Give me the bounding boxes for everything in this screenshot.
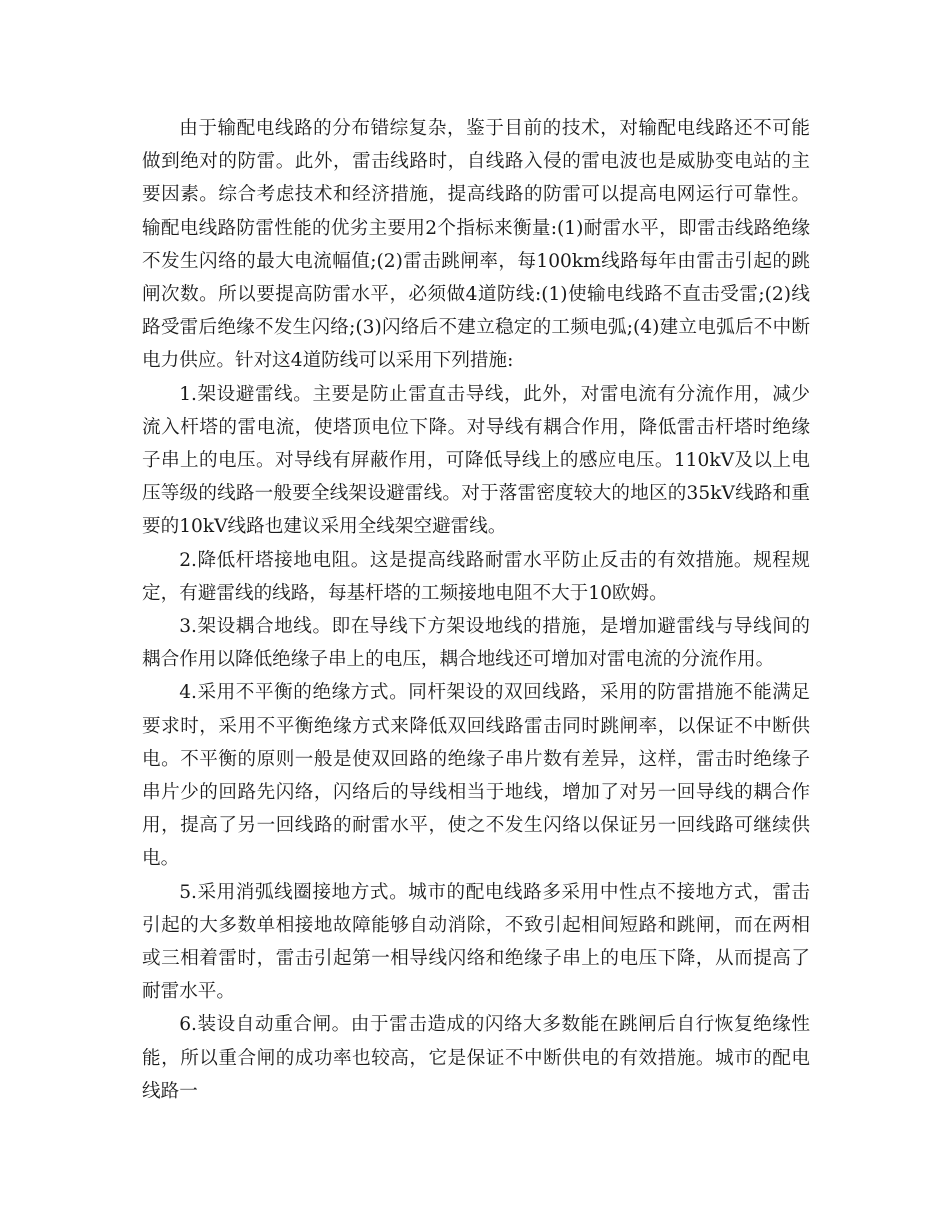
paragraph-measure-5: 5.采用消弧线圈接地方式。城市的配电线路多采用中性点不接地方式，雷击引起的大多数单相接地故障能够自动消除，不致引起相间短路和跳闸，而在两相或三相着雷时，雷击引起第一相导线闪络和绝缘子串上的电压下降，从而提高了耐雷水平。 — [142, 881, 810, 1003]
paragraph-intro: 由于输配电线路的分布错综复杂，鉴于目前的技术，对输配电线路还不可能做到绝对的防雷。此外，雷击线路时，自线路入侵的雷电波也是威胁变电站的主要因素。综合考虑技术和经济措施，提高线路的防雷可以提高电网运行可靠性。输配电线路防雷性能的优劣主要用2个指标来衡量:(1)耐雷水平，即雷击线路绝缘不发生闪络的最大电流幅值;(2)雷击跳闸率，每100km线路每年由雷击引起的跳闸次数。所以要提高防雷水平，必须做4道防线:(1)使输电线路不直击受雷;(2)线路受雷后绝缘不发生闪络;(3)闪络后不建立稳定的工频电弧;(4)建立电弧后不中断电力供应。针对这4道防线可以采用下列措施: — [142, 118, 810, 372]
paragraph-measure-4: 4.采用不平衡的绝缘方式。同杆架设的双回线路，采用的防雷措施不能满足要求时，采用不平衡绝缘方式来降低双回线路雷击同时跳闸率，以保证不中断供电。不平衡的原则一般是使双回路的绝缘子串片数有差异，这样，雷击时绝缘子串片少的回路先闪络，闪络后的导线相当于地线，增加了对另一回导线的耦合作用，提高了另一回线路的耐雷水平，使之不发生闪络以保证另一回线路可继续供电。 — [142, 682, 810, 870]
paragraph-measure-1: 1.架设避雷线。主要是防止雷直击导线，此外，对雷电流有分流作用，减少流入杆塔的雷电流，使塔顶电位下降。对导线有耦合作用，降低雷击杆塔时绝缘子串上的电压。对导线有屏蔽作用，可降低导线上的感应电压。110kV及以上电压等级的线路一般要全线架设避雷线。对于落雷密度较大的地区的35kV线路和重要的10kV线路也建议采用全线架空避雷线。 — [142, 383, 810, 538]
paragraph-measure-2: 2.降低杆塔接地电阻。这是提高线路耐雷水平防止反击的有效措施。规程规定，有避雷线的线路，每基杆塔的工频接地电阻不大于10欧姆。 — [142, 549, 810, 604]
paragraph-measure-6: 6.装设自动重合闸。由于雷击造成的闪络大多数能在跳闸后自行恢复绝缘性能，所以重合闸的成功率也较高，它是保证不中断供电的有效措施。城市的配电线路一 — [142, 1014, 810, 1102]
paragraph-measure-3: 3.架设耦合地线。即在导线下方架设地线的措施，是增加避雷线与导线间的耦合作用以降低绝缘子串上的电压，耦合地线还可增加对雷电流的分流作用。 — [142, 616, 810, 671]
document-body — [142, 112, 810, 1108]
